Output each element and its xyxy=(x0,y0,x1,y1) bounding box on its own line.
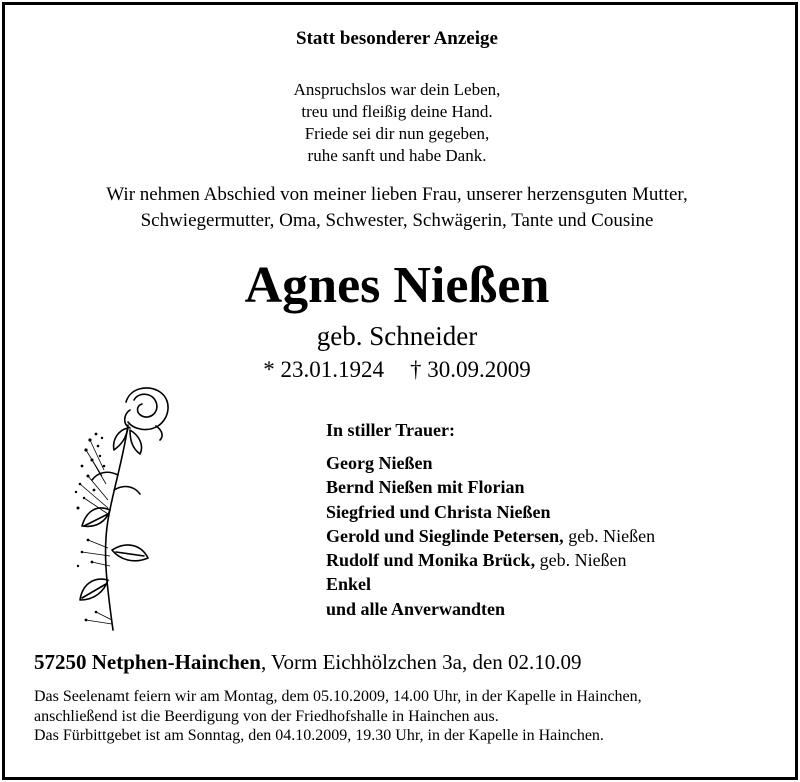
mourner-name: Enkel xyxy=(326,574,372,595)
service-notes xyxy=(34,687,642,746)
address-city: 57250 Netphen-Hainchen xyxy=(34,650,261,674)
address-rest: , Vorm Eichhölzchen 3a, den 02.10.09 xyxy=(260,650,582,674)
deceased-name: Agnes Nießen xyxy=(244,257,550,314)
poem-line: Anspruchslos war dein Leben, xyxy=(293,80,501,99)
intro-line: Schwiegermutter, Oma, Schwester, Schwägerin, Tante und Cousine xyxy=(140,210,654,231)
address-line xyxy=(34,650,582,675)
mourner-name: Bernd Nießen mit Florian xyxy=(326,477,525,498)
mourner-name: Rudolf und Monika Brück, xyxy=(326,550,536,571)
mourner-suffix: geb. Nießen xyxy=(535,550,627,571)
mourner-row xyxy=(326,451,655,475)
mourner-row xyxy=(326,500,655,524)
note-line: Das Seelenamt feiern wir am Montag, dem 05.10.2009, 14.00 Uhr, in der Kapelle in Hainchen, xyxy=(34,688,642,705)
mourner-name: Gerold und Sieglinde Petersen, xyxy=(326,525,564,546)
mourner-row xyxy=(326,572,655,596)
birth-date: * 23.01.1924 xyxy=(263,357,384,382)
mourner-row xyxy=(326,548,655,572)
intro-line: Wir nehmen Abschied von meiner lieben Frau, unserer herzensguten Mutter, xyxy=(106,184,688,205)
note-line: Das Fürbittgebet ist am Sonntag, den 04.10.2009, 19.30 Uhr, in der Kapelle in Hainchen. xyxy=(34,727,604,744)
rose-icon xyxy=(68,380,178,635)
mourner-row xyxy=(326,524,655,548)
death-date: † 30.09.2009 xyxy=(410,357,531,382)
mourner-row xyxy=(326,597,655,621)
poem-line: ruhe sanft und habe Dank. xyxy=(307,146,487,165)
announcement-header: Statt besonderer Anzeige xyxy=(296,28,498,49)
mourner-suffix: geb. Nießen xyxy=(563,525,656,546)
mourner-list xyxy=(326,451,655,621)
mourner-row xyxy=(326,475,655,499)
mourner-name: und alle Anverwandten xyxy=(326,598,506,619)
maiden-name: geb. Schneider xyxy=(316,321,478,351)
intro-text xyxy=(0,182,794,234)
poem-line: treu und fleißig deine Hand. xyxy=(301,102,493,121)
mourner-name: Siegfried und Christa Nießen xyxy=(326,501,551,522)
note-line: anschließend ist die Beerdigung von der Friedhofshalle in Hainchen aus. xyxy=(34,707,499,725)
mourning-title: In stiller Trauer: xyxy=(326,420,455,440)
poem xyxy=(0,79,794,167)
mourner-name: Georg Nießen xyxy=(326,453,433,473)
poem-line: Friede sei dir nun gegeben, xyxy=(304,124,490,143)
